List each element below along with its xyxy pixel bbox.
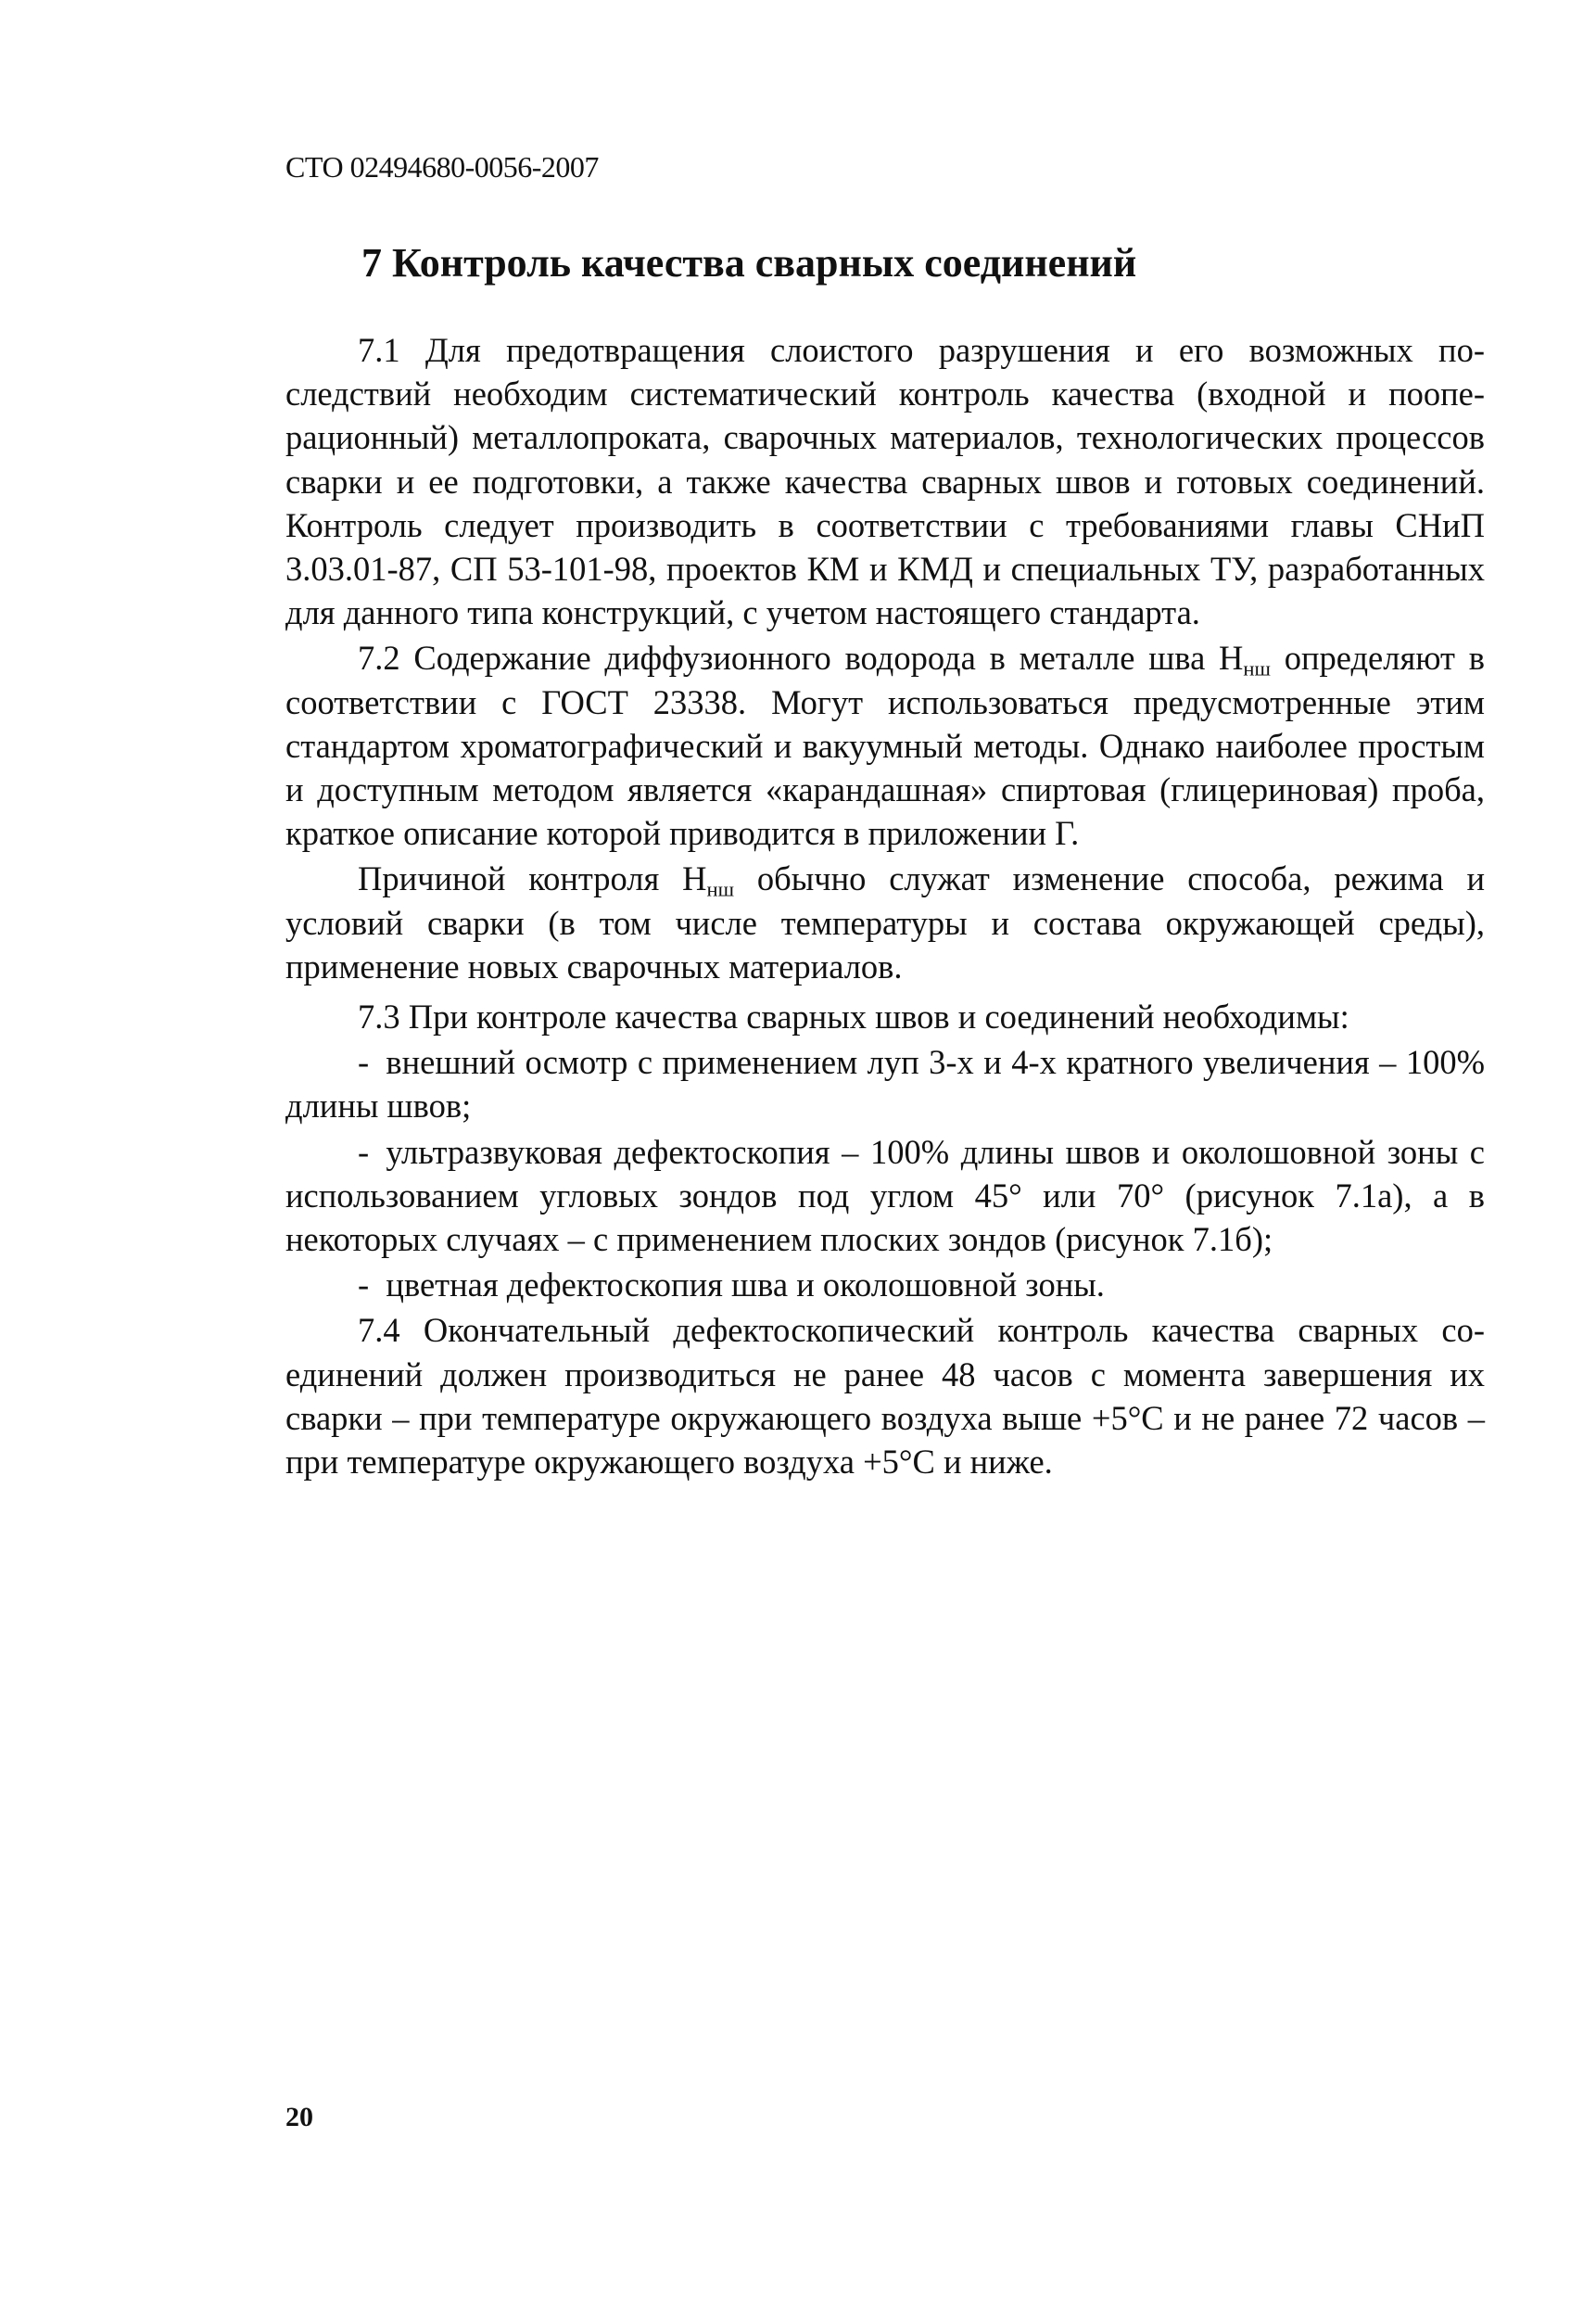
document-code: СТО 02494680-0056-2007 <box>285 150 599 184</box>
paragraph-7-2-text-end: определяют в соответствии с ГОСТ 23338. Могут использоваться предусмотренные этим стандартом хроматографический и вакуумный методы. Однако наиболее простым и доступным методом является «карандашная» спиртовая (глицериновая) проба, краткое описание которой приводится в приложении Г. <box>285 639 1485 853</box>
section-title: 7 Контроль качества сварных соединений <box>361 240 1137 286</box>
hydrogen-subscript: нш <box>1243 656 1271 681</box>
list-item-ultrasonic-inspection: - ультразвуковая дефектоскопия – 100% длины швов и околошовной зоны с использованием угловых зондов под углом 45° или 70° (рисунок 7.1а), а в некоторых случаях – с применением плоских зондов (рисунок 7.1б); <box>285 1132 1485 1259</box>
paragraph-7-2-text-start: 7.2 Содержание диффузионного водорода в металле шва Н <box>358 639 1244 678</box>
paragraph-control-cause-end: обычно служат изменение способа, режима и условий сварки (в том числе температуры и состава окружающей среды), применение новых сварочных материалов. <box>285 859 1485 986</box>
paragraph-7-4: 7.4 Окончательный дефектоскопический контроль качества сварных соединений должен производиться не ранее 48 часов с момента завершения их сварки – при температуре окружающего воздуха выше +5°С и не ранее 72 часов – при температуре окружающего воздуха +5°С и ниже. <box>285 1311 1485 1482</box>
paragraph-7-1: 7.1 Для предотвращения слоистого разрушения и его возможных последствий необходим систематический контроль качества (входной и пооперационный) металлопроката, сварочных материалов, технологических процессов сварки и ее подготовки, а также качества сварных швов и готовых соединений. Контроль следует производить в соответствии с требованиями главы СНиП 3.03.01-87, СП 53-101-98, проектов КМ и КМД и специальных ТУ, разработанных для данного типа конструкций, с учетом настоящего стандарта. <box>285 331 1485 632</box>
paragraph-control-cause <box>285 857 1485 988</box>
hydrogen-subscript: нш <box>706 877 735 901</box>
paragraph-7-2 <box>285 636 1485 855</box>
section-body <box>285 328 1485 1485</box>
page-number: 20 <box>285 2102 313 2132</box>
list-item-visual-inspection: - внешний осмотр с применением луп 3-х и 4-х кратного увеличения – 100% длины швов; <box>285 1043 1485 1126</box>
paragraph-7-3: 7.3 При контроле качества сварных швов и соединений необходимы: <box>358 998 1349 1037</box>
list-item-dye-penetrant-inspection: - цветная дефектоскопия шва и околошовной зоны. <box>358 1266 1105 1304</box>
paragraph-control-cause-start: Причиной контроля Н <box>358 859 707 898</box>
